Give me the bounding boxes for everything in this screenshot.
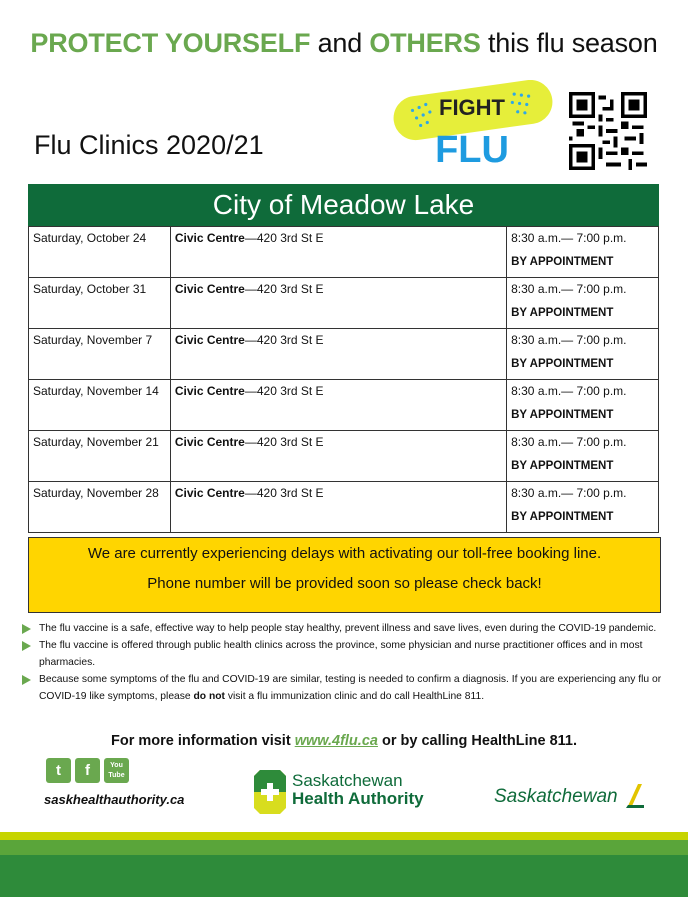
page-subtitle: Flu Clinics 2020/21 [34, 130, 264, 160]
bullet-text-post: visit a flu immunization clinic and do call HealthLine 811. [224, 691, 485, 702]
clinic-appointment-note: BY APPOINTMENT [511, 307, 614, 319]
more-information-line [0, 733, 688, 749]
clinic-venue: Civic Centre [174, 333, 245, 347]
sha-wordmark-line-1: Saskatchewan [292, 771, 403, 790]
clinic-address: —420 3rd St E [244, 282, 324, 296]
notice-line-1: We are currently experiencing delays with activating our toll-free booking line. [87, 545, 602, 562]
clinic-hours: 8:30 a.m.— 7:00 p.m. [511, 486, 627, 500]
clinic-appointment-note: BY APPOINTMENT [511, 358, 614, 370]
clinic-time [507, 278, 659, 329]
clinic-location [170, 329, 506, 380]
youtube-icon[interactable] [104, 758, 129, 783]
triangle-bullet-icon [22, 641, 31, 651]
clinic-hours: 8:30 a.m.— 7:00 p.m. [511, 231, 627, 245]
flu-text: FLU [435, 129, 509, 170]
twitter-icon[interactable]: t [46, 758, 71, 783]
fight-flu-bandage-icon [388, 80, 558, 170]
sha-website-link[interactable]: saskhealthauthority.ca [44, 792, 185, 807]
qr-code-icon[interactable] [569, 92, 647, 170]
table-row [29, 227, 659, 278]
youtube-icon-bottom: Tube [108, 772, 125, 779]
clinic-date: Saturday, November 14 [29, 380, 171, 431]
city-banner: City of Meadow Lake [28, 184, 659, 226]
more-info-pre: For more information visit [111, 733, 295, 749]
clinic-venue: Civic Centre [174, 231, 245, 245]
bullet-text-pre: Because some symptoms of the flu and COVID-19 are similar, testing is needed to confirm a diagnosis. If you are experiencing any flu or COVID-19 like symptoms, please [39, 674, 662, 702]
list-item [22, 671, 662, 705]
clinic-location [170, 431, 506, 482]
clinic-date: Saturday, November 28 [29, 482, 171, 533]
social-media-icons [46, 758, 129, 783]
clinic-venue: Civic Centre [174, 282, 245, 296]
fight-text: FIGHT [439, 95, 505, 120]
clinic-appointment-note: BY APPOINTMENT [511, 256, 614, 268]
clinic-appointment-note: BY APPOINTMENT [511, 409, 614, 421]
clinic-schedule-table [28, 226, 659, 533]
clinic-address: —420 3rd St E [244, 231, 324, 245]
clinic-appointment-note: BY APPOINTMENT [511, 460, 614, 472]
headline-season: this flu season [487, 28, 658, 58]
clinic-location [170, 482, 506, 533]
clinic-address: —420 3rd St E [244, 435, 324, 449]
clinic-hours: 8:30 a.m.— 7:00 p.m. [511, 282, 627, 296]
facebook-icon[interactable]: f [75, 758, 100, 783]
sha-wordmark-line-2: Health Authority [292, 789, 424, 808]
table-row [29, 380, 659, 431]
headline-protect: PROTECT YOURSELF [30, 28, 311, 58]
triangle-bullet-icon [22, 675, 31, 685]
sha-wordmark [292, 772, 424, 808]
youtube-icon-top: You [110, 762, 123, 769]
booking-delay-notice [28, 537, 661, 613]
table-row [29, 329, 659, 380]
clinic-venue: Civic Centre [174, 384, 245, 398]
clinic-hours: 8:30 a.m.— 7:00 p.m. [511, 384, 627, 398]
bullet-text-bold: do not [193, 691, 225, 702]
notice-line-2: Phone number will be provided soon so please check back! [147, 575, 542, 592]
clinic-time [507, 227, 659, 278]
list-item [22, 637, 662, 671]
clinic-time [507, 380, 659, 431]
table-row [29, 482, 659, 533]
info-bullet-list [22, 620, 662, 705]
triangle-bullet-icon [22, 624, 31, 634]
clinic-date: Saturday, November 7 [29, 329, 171, 380]
clinic-location [170, 278, 506, 329]
bullet-text: The flu vaccine is a safe, effective way to help people stay healthy, prevent illness and save lives, even during the COVID-19 pandemic. [39, 623, 657, 634]
clinic-time [507, 329, 659, 380]
clinic-time [507, 482, 659, 533]
flu-website-link[interactable]: www.4flu.ca [294, 733, 378, 749]
clinic-time [507, 431, 659, 482]
clinic-date: Saturday, November 21 [29, 431, 171, 482]
more-info-post: or by calling HealthLine 811. [377, 733, 577, 749]
saskatchewan-wordmark: Saskatchewan [494, 786, 618, 807]
clinic-appointment-note: BY APPOINTMENT [511, 511, 614, 523]
headline-others: OTHERS [369, 28, 481, 58]
headline-and: and [317, 28, 363, 58]
clinic-location [170, 227, 506, 278]
list-item [22, 620, 662, 637]
clinic-hours: 8:30 a.m.— 7:00 p.m. [511, 333, 627, 347]
clinic-address: —420 3rd St E [244, 486, 324, 500]
clinic-address: —420 3rd St E [244, 333, 324, 347]
saskatchewan-wheat-icon [624, 782, 644, 808]
footer-stripe-dark-green [0, 855, 688, 897]
clinic-venue: Civic Centre [174, 486, 245, 500]
clinic-location [170, 380, 506, 431]
table-row [29, 431, 659, 482]
table-row [29, 278, 659, 329]
clinic-date: Saturday, October 31 [29, 278, 171, 329]
clinic-address: —420 3rd St E [244, 384, 324, 398]
footer-stripe-yellow [0, 832, 688, 840]
bullet-text: The flu vaccine is offered through public health clinics across the province, some physician and nurse practitioner offices and in most pharmacies. [39, 640, 643, 668]
clinic-venue: Civic Centre [174, 435, 245, 449]
clinic-date: Saturday, October 24 [29, 227, 171, 278]
headline [0, 28, 688, 59]
clinic-hours: 8:30 a.m.— 7:00 p.m. [511, 435, 627, 449]
sha-cross-logo-icon [254, 770, 286, 814]
